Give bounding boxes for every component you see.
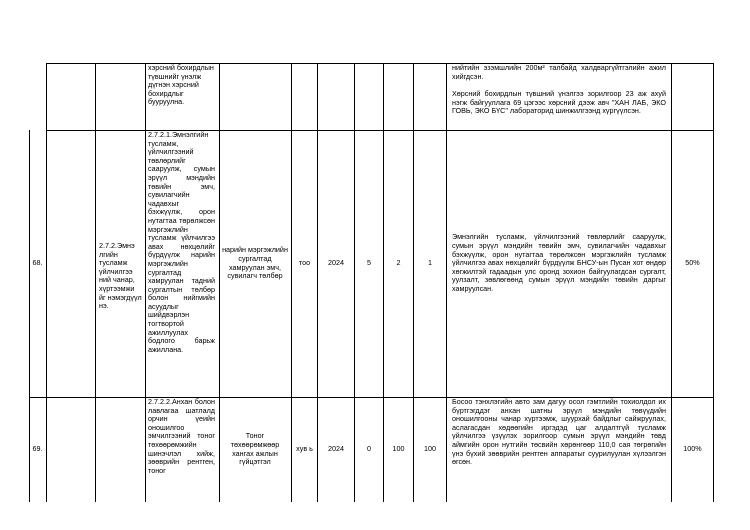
row-divider-sub [46,130,95,131]
baseline-text: 5 [367,258,371,268]
row-69-unit [292,397,317,502]
row-68-actual [414,130,446,397]
row-69-number [29,397,46,502]
indicator-text: нарийн мэргэжлийн сургалтад хамруулан эмч, сувилагч төлбөр [222,245,288,281]
row-69-percent [672,397,713,502]
col-line-e [219,63,220,502]
row-number-label: 68. [32,258,43,268]
year-text: 2024 [328,444,344,454]
row-68-target [384,130,413,397]
percent-text: 100% [683,444,702,454]
indicator-text: Тоног төхөөрөмжөөр хангах ажлын гүйцэтгэл [230,431,280,467]
continuation-activity-text: хэрсний бохирдлын түвшнийг үнэлж дүгнэн хэрсний бохирдлыг бууруулна. [148,64,214,107]
target-text: 100 [392,444,405,454]
baseline-text: 0 [367,444,371,454]
row-69-actual [414,397,446,502]
row-68-result [452,130,666,397]
row-68-baseline [355,130,383,397]
unit-text: тоо [298,258,311,268]
row-68-goal: 2.7.2.Эмнэ лгийн тусламж үйлчилгээ ний чанар, хүртээмжи йг нэмэгдүүл нэ. [99,242,142,311]
continuation-result-text-2: Хөрсний бохирдлын түвшний үнэлгээ зорилгоор 23 аж ахуй нэгж байгууллага 69 цэгээс хөрсний дээж авч "ХАН ЛАБ, ЭКО ГОВЬ, ЭКО БҮС" лабораторид шинжилгээнд хүргүүлсэн. [452,90,666,116]
actual-text: 1 [428,258,432,268]
col-line-d [145,63,146,502]
row-69-target [384,397,413,502]
row-68-activity: 2.7.2.1.Эмнэлгийн тусламж, үйлчилгээний төвлөрлийг сааруулж, сумын эрүүл мэндийн төвийн эмч, сувилагчийн чадавхыг бэхжүүлж, орон нутагтаа төрөлжсөн мэргэжлийн тусламж үйлчилгээ авах нөхцөлийг бүрдүүлж нарийн мэргэжлийн сургалтад хамруулан тадний сургалтын төлбөр болон нийгмийн асуудлыг шийдвэрлэн тогтвортой ажиллуулах бодлого барьж ажиллана. [148,131,215,354]
row-68-number [29,130,46,397]
year-text: 2024 [328,258,344,268]
row-69-indicator [221,397,289,502]
row-69-activity: 2.7.2.2.Анхан болон лавлагаа шатлалд орчин үеийн оношилгоо эмчилгээний тоног төхөөрөмжийн шинэчлэл хийж, зөөврийн рентген, тоног [148,398,215,475]
actual-text: 100 [424,444,436,454]
target-text: 2 [396,258,401,268]
row-68-indicator [221,130,289,397]
percent-text: 50% [685,258,700,268]
row-68-unit [292,130,317,397]
col-line-b [46,63,47,502]
continuation-result-text-1: нийтийн эзэмшлийн 200м² талбайд халдваргүйтгэлийн ажил хийгдсэн. [452,64,666,81]
row-number-label: 69. [32,444,43,454]
row-69-result: Босоо тэнхлэгийн авто зам дагуу осол гэмтлийн тохиолдол их бүртгэгддэг анхан шатны эрүүл мэндийн төвүүдийн оношилгооны чанар хүртээмж, шуурхай байдлыг сайжруулах, аслагасдан хөдөөгийн иргэдэд цаг алдалтгүй тусламж үйлчилгээ үзүүлэх зорилгоор сумын эрүүл мэндийн төвд аймгийн орон нутгийн төсвийн хөрөнгөөр 110,0 сая төгрөгийн үнэ бүхий зөөврийн рентген аппаратыг суурилуулан хүлээлгэн өгсөн. [452,398,666,467]
result-text: Эмнэлгийн тусламж, үйлчилгээний төвлөрлийг сааруулж, сумын эрүүл мэндийн төвийн эмч, сувилагчийн чадавхыг бэхжүүлж, орон нутагтаа төрөлжсөн мэргэжлийн тусламж үйлчилгээ авах нөхцөлийг бүрдүүлж БНСУ-ын Пусан хот өндөр хөгжилтэй гадаадын улс оронд зохион байгуулагдсан сургалт, уулзалт, зөвлөгөөнд сумын эрүүл мэндийн төвийн даргыг хамруулсан. [452,232,666,293]
col-line-m [713,63,714,502]
row-69-baseline [355,397,383,502]
col-line-c [95,63,96,502]
row-68-percent [672,130,713,397]
col-line-k [446,63,447,502]
unit-text: хув ь [296,444,313,454]
row-68-year [318,130,354,397]
row-69-year [318,397,354,502]
